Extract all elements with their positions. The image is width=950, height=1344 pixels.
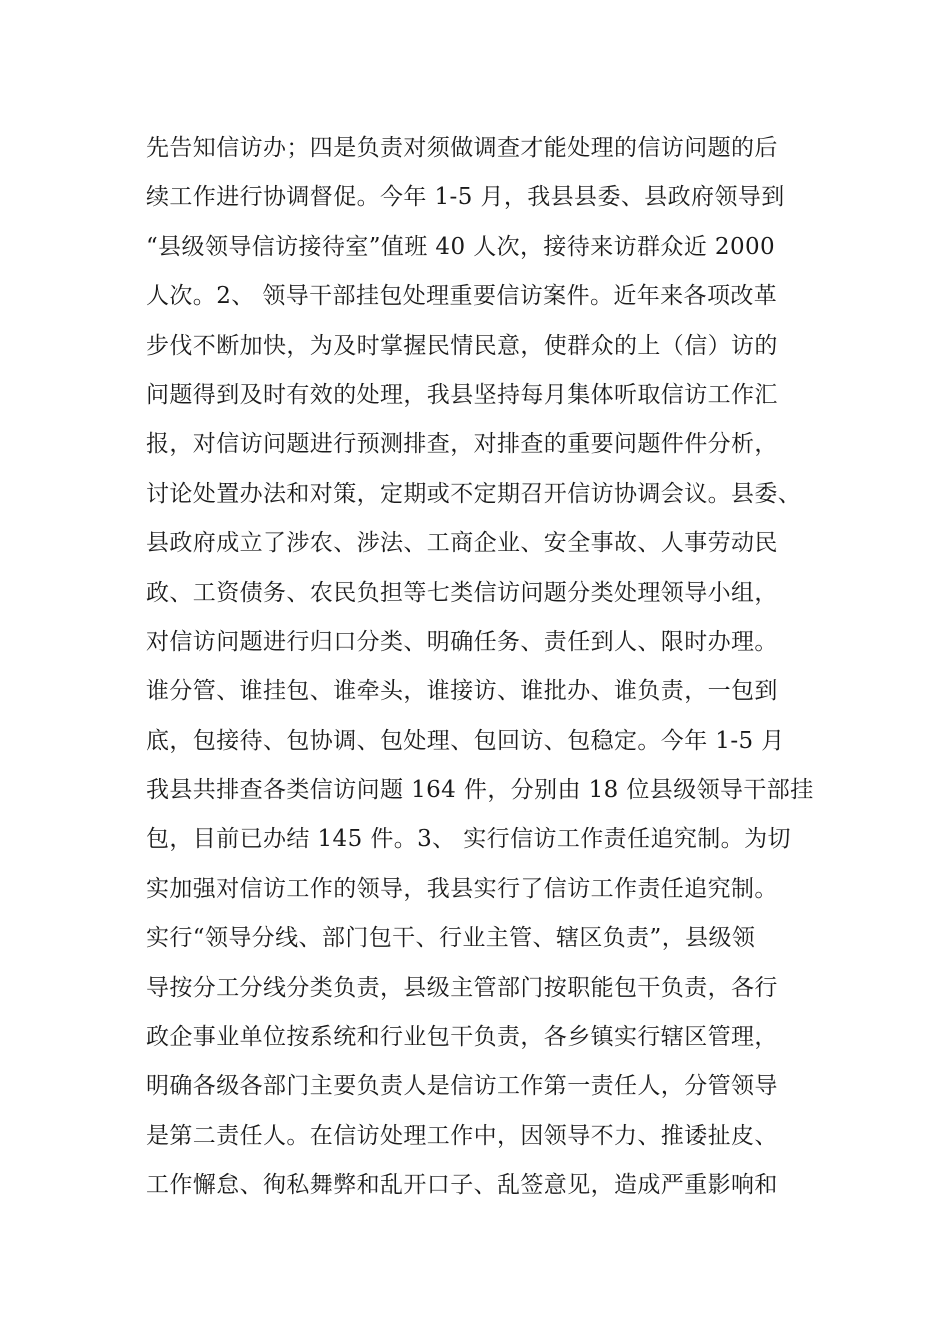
text-line: 步伐不断加快，为及时掌握民情民意，使群众的上（信）访的: [146, 332, 778, 359]
text-line: 是第二责任人。在信访处理工作中，因领导不力、推诿扯皮、: [146, 1122, 778, 1149]
text-line: 谁分管、谁挂包、谁牵头，谁接访、谁批办、谁负责，一包到: [146, 678, 778, 705]
text-line: 先告知信访办；四是负责对须做调查才能处理的信访问题的后: [146, 135, 778, 161]
text-line: 实加强对信访工作的领导，我县实行了信访工作责任追究制。: [146, 875, 778, 902]
text-line: 县政府成立了涉农、涉法、工商企业、安全事故、人事劳动民: [146, 530, 778, 557]
text-line: 讨论处置办法和对策，定期或不定期召开信访协调会议。县委、: [146, 480, 802, 507]
text-line: 对信访问题进行归口分类、明确任务、责任到人、限时办理。: [146, 628, 778, 655]
text-line: 政企事业单位按系统和行业包干负责，各乡镇实行辖区管理，: [146, 1024, 778, 1051]
text-line: 我县共排查各类信访问题 164 件，分别由 18 位县级领导干部挂: [146, 777, 814, 804]
text-line: 明确各级各部门主要负责人是信访工作第一责任人，分管领导: [146, 1073, 778, 1100]
text-line: 导按分工分线分类负责，县级主管部门按职能包干负责，各行: [146, 974, 778, 1001]
text-line: 工作懈怠、徇私舞弊和乱开口子、乱签意见，造成严重影响和: [146, 1172, 778, 1199]
text-line: 政、工资债务、农民负担等七类信访问题分类处理领导小组，: [146, 579, 778, 606]
text-line: 问题得到及时有效的处理，我县坚持每月集体听取信访工作汇: [146, 381, 778, 408]
text-line: 报，对信访问题进行预测排查，对排查的重要问题件件分析，: [146, 431, 778, 458]
text-line: 底，包接待、包协调、包处理、包回访、包稳定。今年 1-5 月: [146, 727, 785, 754]
text-line: “县级领导信访接待室”值班 40 人次，接待来访群众近 2000: [146, 233, 776, 260]
text-line: 实行“领导分线、部门包干、行业主管、辖区负责”，县级领: [146, 925, 756, 952]
text-line: 续工作进行协调督促。今年 1-5 月，我县县委、县政府领导到: [146, 184, 785, 211]
text-line: 人次。2、 领导干部挂包处理重要信访案件。近年来各项改革: [146, 283, 778, 310]
body-text: [146, 124, 846, 1211]
text-line: 包，目前已办结 145 件。3、 实行信访工作责任追究制。为切: [146, 826, 791, 853]
